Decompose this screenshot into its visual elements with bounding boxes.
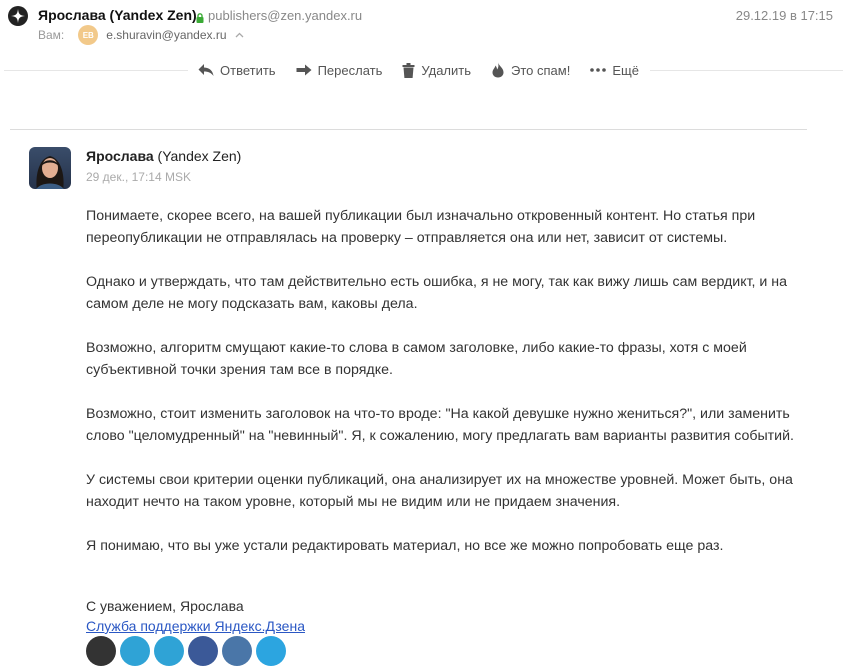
reply-button[interactable] — [198, 63, 276, 78]
message-header — [0, 0, 847, 52]
social-icon[interactable] — [256, 636, 286, 666]
body-paragraph: Возможно, алгоритм смущают какие-то слова в самом заголовке, либо какие-то фразы, хотя с моей субъективной точки зрения там все в порядке. — [86, 340, 747, 378]
body-paragraph: Однако и утверждать, что там действительно есть ошибка, я не могу, так как вижу лишь сам вердикт, и на самом деле не могу подсказать вам, каковы дела. — [86, 274, 787, 312]
author-org: (Yandex Zen) — [157, 148, 242, 164]
more-button[interactable] — [590, 63, 639, 78]
zen-logo-icon[interactable] — [8, 6, 28, 26]
forward-label: Переслать — [317, 62, 383, 78]
message-body — [86, 205, 816, 579]
chevron-up-icon[interactable] — [235, 30, 244, 41]
body-paragraph: У системы свои критерии оценки публикаций, она анализирует их на множестве уровней. Может быть, она находит нечто на таком уровне, который мы не видим или не придаем значения. — [86, 472, 793, 510]
lock-icon — [196, 11, 204, 21]
social-icon[interactable] — [86, 636, 116, 666]
message-toolbar — [192, 59, 645, 81]
social-icon[interactable] — [188, 636, 218, 666]
fire-icon — [491, 62, 505, 78]
recipient-email[interactable]: e.shuravin@yandex.ru — [106, 28, 227, 42]
dots-icon — [590, 68, 606, 72]
signature-text: С уважением, Ярослава — [86, 598, 244, 614]
body-paragraph: Понимаете, скорее всего, на вашей публикации был изначально откровенный контент. Но статья при переопубликации не отправлялась на проверку – отправляется она или нет, зависит от системы. — [86, 208, 756, 246]
more-label: Ещё — [612, 62, 639, 78]
toolbar-line-left — [4, 70, 188, 71]
social-icon[interactable] — [154, 636, 184, 666]
body-paragraph: Возможно, стоит изменить заголовок на что-то вроде: "На какой девушке нужно жениться?", или заменить слово "целомудренный" на "невинный". Я, к сожалению, могу предлагать вам варианты развития событий. — [86, 406, 794, 444]
social-icon[interactable] — [120, 636, 150, 666]
author-line — [86, 148, 241, 164]
social-icons-row — [86, 636, 286, 666]
delete-button[interactable] — [402, 63, 471, 78]
reply-label: Ответить — [220, 62, 276, 78]
forward-arrow-icon — [296, 64, 312, 76]
author-name[interactable]: Ярослава — [86, 148, 154, 164]
trash-icon — [402, 63, 415, 78]
recipient-row — [38, 25, 244, 45]
delete-label: Удалить — [421, 62, 472, 78]
recipient-avatar: EB — [78, 25, 98, 45]
to-label: Вам: — [38, 28, 65, 42]
received-date: 29.12.19 в 17:15 — [735, 8, 833, 23]
signature-block — [86, 596, 305, 636]
body-paragraph: Я понимаю, что вы уже устали редактировать материал, но все же можно попробовать еще раз. — [86, 538, 724, 554]
forward-button[interactable] — [296, 63, 383, 78]
spam-button[interactable] — [491, 62, 570, 78]
reply-arrow-icon — [198, 63, 214, 77]
social-icon[interactable] — [222, 636, 252, 666]
support-link[interactable]: Служба поддержки Яндекс.Дзена — [86, 618, 305, 634]
toolbar-line-right — [650, 70, 843, 71]
author-avatar[interactable] — [29, 147, 71, 189]
message-divider — [10, 129, 807, 130]
message-time: 29 дек., 17:14 MSK — [86, 170, 191, 184]
sender-name[interactable]: Ярослава (Yandex Zen) — [38, 7, 197, 23]
sender-email[interactable]: publishers@zen.yandex.ru — [208, 8, 363, 23]
sender-email-row — [196, 8, 362, 23]
spam-label: Это спам! — [511, 62, 571, 78]
